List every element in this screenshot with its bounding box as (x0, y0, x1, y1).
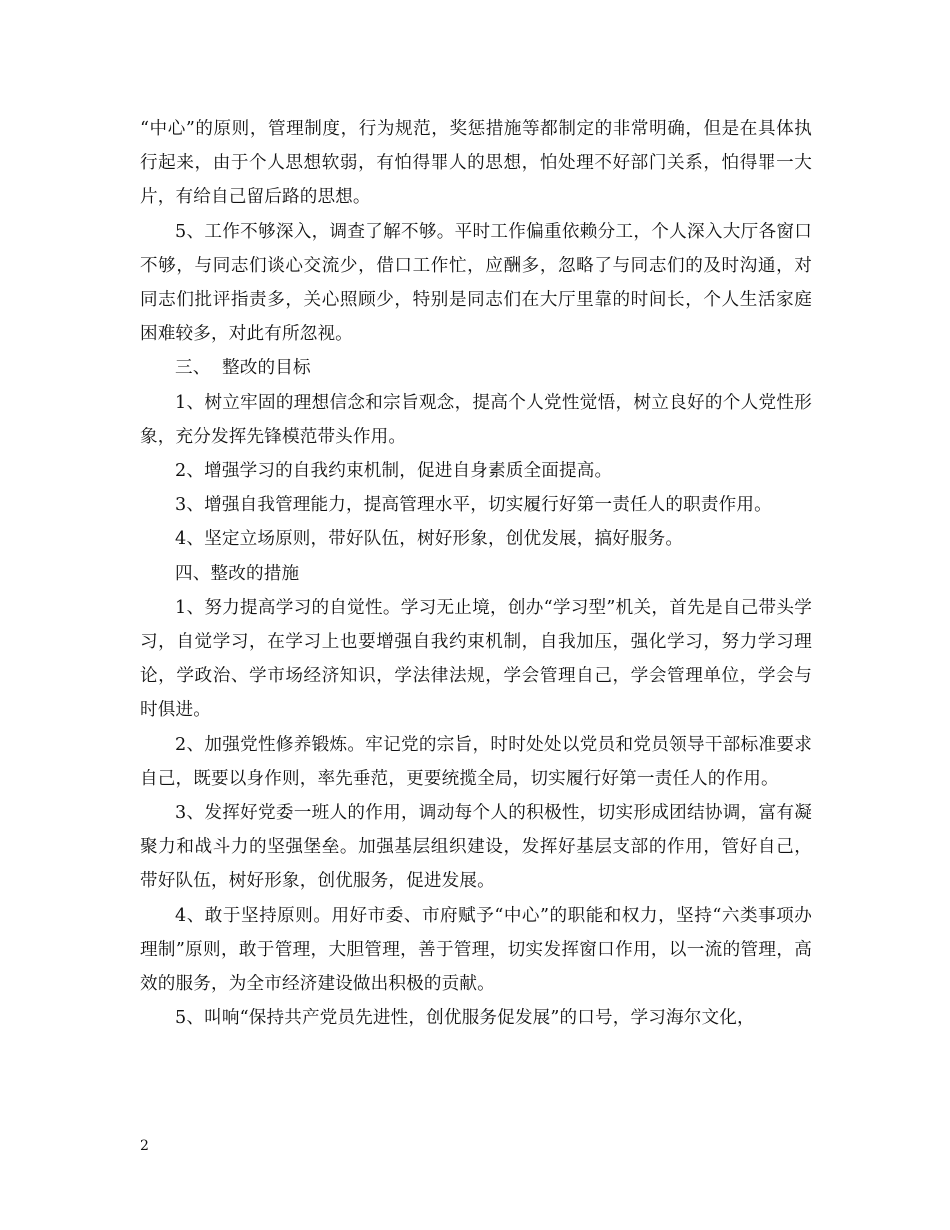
page-number: 2 (140, 1138, 149, 1154)
document-body (140, 112, 812, 1035)
section-heading: 三、 整改的目标 (175, 358, 311, 379)
paragraph: 3、增强自我管理能力，提高管理水平，切实履行好第一责任人的职责作用。 (175, 495, 772, 516)
paragraph: 4、坚定立场原则，带好队伍，树好形象，创优发展，搞好服务。 (175, 529, 684, 550)
paragraph: 4、敢于坚持原则。用好市委、市府赋予“中心”的职能和权力，坚持“六类事项办理制”原则，敢于管理，大胆管理，善于管理，切实发挥窗口作用，以一流的管理，高效的服务，为全市经济建设做出积极的贡献。 (140, 905, 812, 995)
paragraph: 5、叫响“保持共产党员先进性，创优服务促发展”的口号，学习海尔文化， (175, 1008, 755, 1029)
paragraph: 3、发挥好党委一班人的作用，调动每个人的积极性，切实形成团结协调，富有凝聚力和战斗力的坚强堡垒。加强基层组织建设，发挥好基层支部的作用，管好自己，带好队伍，树好形象，创优服务，促进发展。 (140, 803, 812, 892)
paragraph: 2、加强党性修养锻炼。牢记党的宗旨，时时处处以党员和党员领导干部标准要求自己，既要以身作则，率先垂范，更要统揽全局，切实履行好第一责任人的作用。 (140, 734, 812, 789)
paragraph: 1、树立牢固的理想信念和宗旨观念，提高个人党性觉悟，树立良好的个人党性形象，充分发挥先锋模范带头作用。 (140, 392, 812, 447)
paragraph: 2、增强学习的自我约束机制，促进自身素质全面提高。 (175, 461, 613, 482)
section-heading: 四、整改的措施 (175, 563, 300, 584)
paragraph: “中心”的原则，管理制度，行为规范，奖惩措施等都制定的非常明确，但是在具体执行起来，由于个人思想软弱，有怕得罪人的思想，怕处理不好部门关系，怕得罪一大片，有给自己留后路的思想。 (140, 119, 812, 208)
paragraph: 1、努力提高学习的自觉性。学习无止境，创办“学习型”机关，首先是自己带头学习，自觉学习，在学习上也要增强自我约束机制，自我加压，强化学习，努力学习理论，学政治、学市场经济知识，学法律法规，学会管理自己，学会管理单位，学会与时俱进。 (140, 597, 812, 721)
paragraph: 5、工作不够深入，调查了解不够。平时工作偏重依赖分工，个人深入大厅各窗口不够，与同志们谈心交流少，借口工作忙，应酬多，忽略了与同志们的及时沟通，对同志们批评指责多，关心照顾少，特别是同志们在大厅里靠的时间长，个人生活家庭困难较多，对此有所忽视。 (140, 221, 812, 345)
